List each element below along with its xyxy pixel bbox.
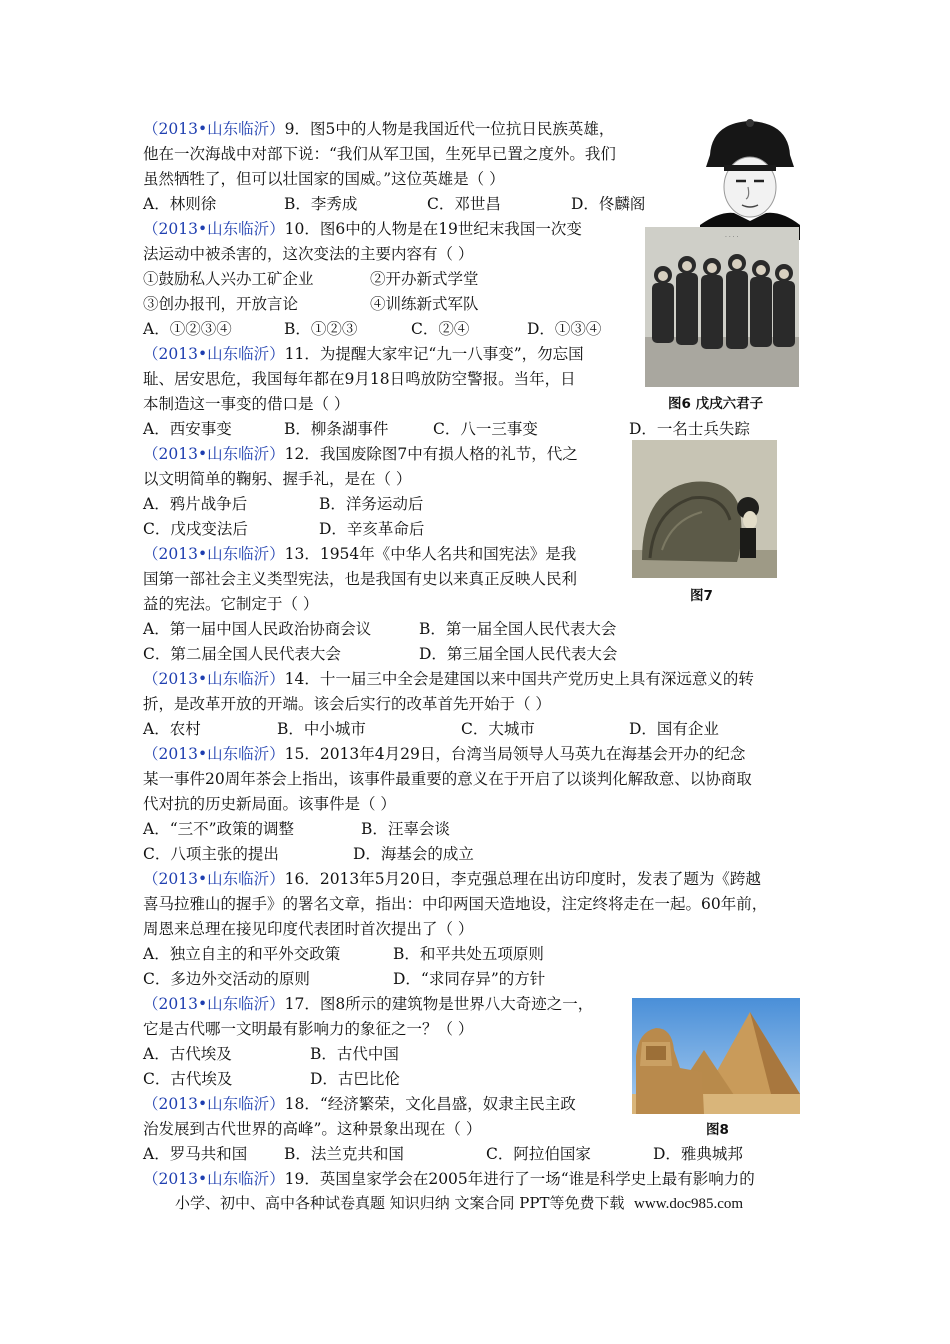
q15-line-3: 代对抗的历史新局面。该事件是（ ） xyxy=(143,795,396,813)
q18-line-1: （2013•山东临沂）18．“经济繁荣，文化昌盛，奴隶主民主政 xyxy=(143,1095,576,1113)
q11-option-d: D．一名士兵失踪 xyxy=(629,420,750,438)
q13-line-1: （2013•山东临沂）13．1954年《中华人名共和国宪法》是我 xyxy=(143,545,577,563)
q14-option-a: A．农村 xyxy=(143,720,201,738)
q13-option-c: C．第二届全国人民代表大会 xyxy=(143,645,341,663)
q11-option-a: A．西安事变 xyxy=(143,420,232,438)
q17-line-2: 它是古代哪一文明最有影响力的象征之一？（ ） xyxy=(143,1020,474,1038)
q14-option-b: B．中小城市 xyxy=(277,720,366,738)
q12-option-b: B．洋务运动后 xyxy=(319,495,424,513)
q11-line-2: 耻、居安思危，我国每年都在9月18日鸣放防空警报。当年，日 xyxy=(143,370,576,388)
q13-option-b: B．第一届全国人民代表大会 xyxy=(419,620,617,638)
svg-text:· · · ·: · · · · xyxy=(725,234,739,241)
q18-option-d: D．雅典城邦 xyxy=(653,1145,743,1163)
q16-option-c: C．多边外交活动的原则 xyxy=(143,970,310,988)
q18-option-b: B．法兰克共和国 xyxy=(284,1145,404,1163)
q11-option-b: B．柳条湖事件 xyxy=(284,420,389,438)
q14-line-2: 折，是改革开放的开端。该会后实行的改革首先开始于（ ） xyxy=(143,695,551,713)
q9-line-3: 虽然牺牲了，但可以壮国家的国威。”这位英雄是（ ） xyxy=(143,170,505,188)
q9-option-c: C．邓世昌 xyxy=(427,195,501,213)
q9-option-d: D．佟麟阁 xyxy=(571,195,646,213)
q10-item-4: ④训练新式军队 xyxy=(370,295,479,313)
figure-6-photo xyxy=(645,227,799,387)
q9-line-2: 他在一次海战中对部下说：“我们从军卫国，生死早已置之度外。我们 xyxy=(143,145,616,163)
q10-line-1: （2013•山东临沂）10．图6中的人物是在19世纪末我国一次变 xyxy=(143,220,582,238)
page-footer xyxy=(175,1192,743,1215)
q17-option-d: D．古巴比伦 xyxy=(310,1070,400,1088)
q12-line-2: 以文明简单的鞠躬、握手礼，是在（ ） xyxy=(143,470,412,488)
q16-option-a: A．独立自主的和平外交政策 xyxy=(143,945,341,963)
figure-8-caption: 图8 xyxy=(706,1122,729,1138)
q16-line-3: 周恩来总理在接见印度代表团时首次提出了（ ） xyxy=(143,920,474,938)
figure-8-photo xyxy=(632,998,800,1114)
q10-option-a: A．①②③④ xyxy=(143,320,232,338)
q13-line-3: 益的宪法。它制定于（ ） xyxy=(143,595,319,613)
q10-item-3: ③创办报刊，开放言论 xyxy=(143,295,299,313)
q9-line-1: （2013•山东临沂）9．图5中的人物是我国近代一位抗日民族英雄， xyxy=(143,120,615,138)
q13-option-a: A．第一届中国人民政治协商会议 xyxy=(143,620,372,638)
footer-url[interactable]: www.doc985.com xyxy=(634,1196,744,1212)
q13-line-2: 国第一部社会主义类型宪法，也是我国有史以来真正反映人民利 xyxy=(143,570,578,588)
figure-6-caption: 图6 戊戌六君子 xyxy=(668,396,764,412)
q15-option-b: B．汪辜会谈 xyxy=(361,820,450,838)
q15-option-d: D．海基会的成立 xyxy=(353,845,474,863)
q17-option-a: A．古代埃及 xyxy=(143,1045,232,1063)
q14-line-1: （2013•山东临沂）14．十一届三中全会是建国以来中国共产党历史上具有深远意义的转 xyxy=(143,670,754,688)
q9-option-a: A．林则徐 xyxy=(143,195,217,213)
q17-option-b: B．古代中国 xyxy=(310,1045,399,1063)
q11-line-3: 本制造这一事变的借口是（ ） xyxy=(143,395,350,413)
q16-option-b: B．和平共处五项原则 xyxy=(393,945,544,963)
q10-option-b: B．①②③ xyxy=(284,320,358,338)
figure-7-photo xyxy=(632,440,777,578)
q12-line-1: （2013•山东临沂）12．我国废除图7中有损人格的礼节，代之 xyxy=(143,445,578,463)
q10-option-d: D．①③④ xyxy=(527,320,602,338)
q10-item-2: ②开办新式学堂 xyxy=(370,270,479,288)
q16-option-d: D．“求同存异”的方针 xyxy=(393,970,546,988)
q10-item-1: ①鼓励私人兴办工矿企业 xyxy=(143,270,314,288)
q14-option-d: D．国有企业 xyxy=(629,720,719,738)
q12-option-c: C．戊戌变法后 xyxy=(143,520,248,538)
q17-option-c: C．古代埃及 xyxy=(143,1070,233,1088)
q14-option-c: C．大城市 xyxy=(461,720,535,738)
q18-option-a: A．罗马共和国 xyxy=(143,1145,248,1163)
q16-line-1: （2013•山东临沂）16．2013年5月20日，李克强总理在出访印度时，发表了题为《跨越 xyxy=(143,870,761,888)
q18-line-2: 治发展到古代世界的高峰”。这种景象出现在（ ） xyxy=(143,1120,482,1138)
q13-option-d: D．第三届全国人民代表大会 xyxy=(419,645,618,663)
q11-option-c: C．八一三事变 xyxy=(433,420,538,438)
figure-7-caption: 图7 xyxy=(690,588,713,604)
q15-option-c: C．八项主张的提出 xyxy=(143,845,279,863)
q15-option-a: A．“三不”政策的调整 xyxy=(143,820,295,838)
q18-option-c: C．阿拉伯国家 xyxy=(486,1145,591,1163)
q15-line-1: （2013•山东临沂）15．2013年4月29日，台湾当局领导人马英九在海基会开办的纪念 xyxy=(143,745,746,763)
footer-text: 小学、初中、高中各种试卷真题 知识归纳 文案合同 PPT等免费下载 xyxy=(175,1194,625,1212)
q9-option-b: B．李秀成 xyxy=(284,195,358,213)
q12-option-d: D．辛亥革命后 xyxy=(319,520,425,538)
q12-option-a: A．鸦片战争后 xyxy=(143,495,248,513)
q10-line-2: 法运动中被杀害的，这次变法的主要内容有（ ） xyxy=(143,245,474,263)
q19-line-1: （2013•山东临沂）19．英国皇家学会在2005年进行了一场“谁是科学史上最有影响力的 xyxy=(143,1170,755,1188)
q15-line-2: 某一事件20周年茶会上指出，该事件最重要的意义在于开启了以谈判化解敌意、以协商取 xyxy=(143,770,752,788)
q10-option-c: C．②④ xyxy=(411,320,470,338)
q11-line-1: （2013•山东临沂）11．为提醒大家牢记“九一八事变”，勿忘国 xyxy=(143,345,584,363)
q16-line-2: 喜马拉雅山的握手》的署名文章，指出：中印两国天造地设，注定终将走在一起。60年前， xyxy=(143,895,768,913)
q17-line-1: （2013•山东临沂）17．图8所示的建筑物是世界八大奇迹之一， xyxy=(143,995,594,1013)
figure-5-portrait xyxy=(700,115,800,240)
